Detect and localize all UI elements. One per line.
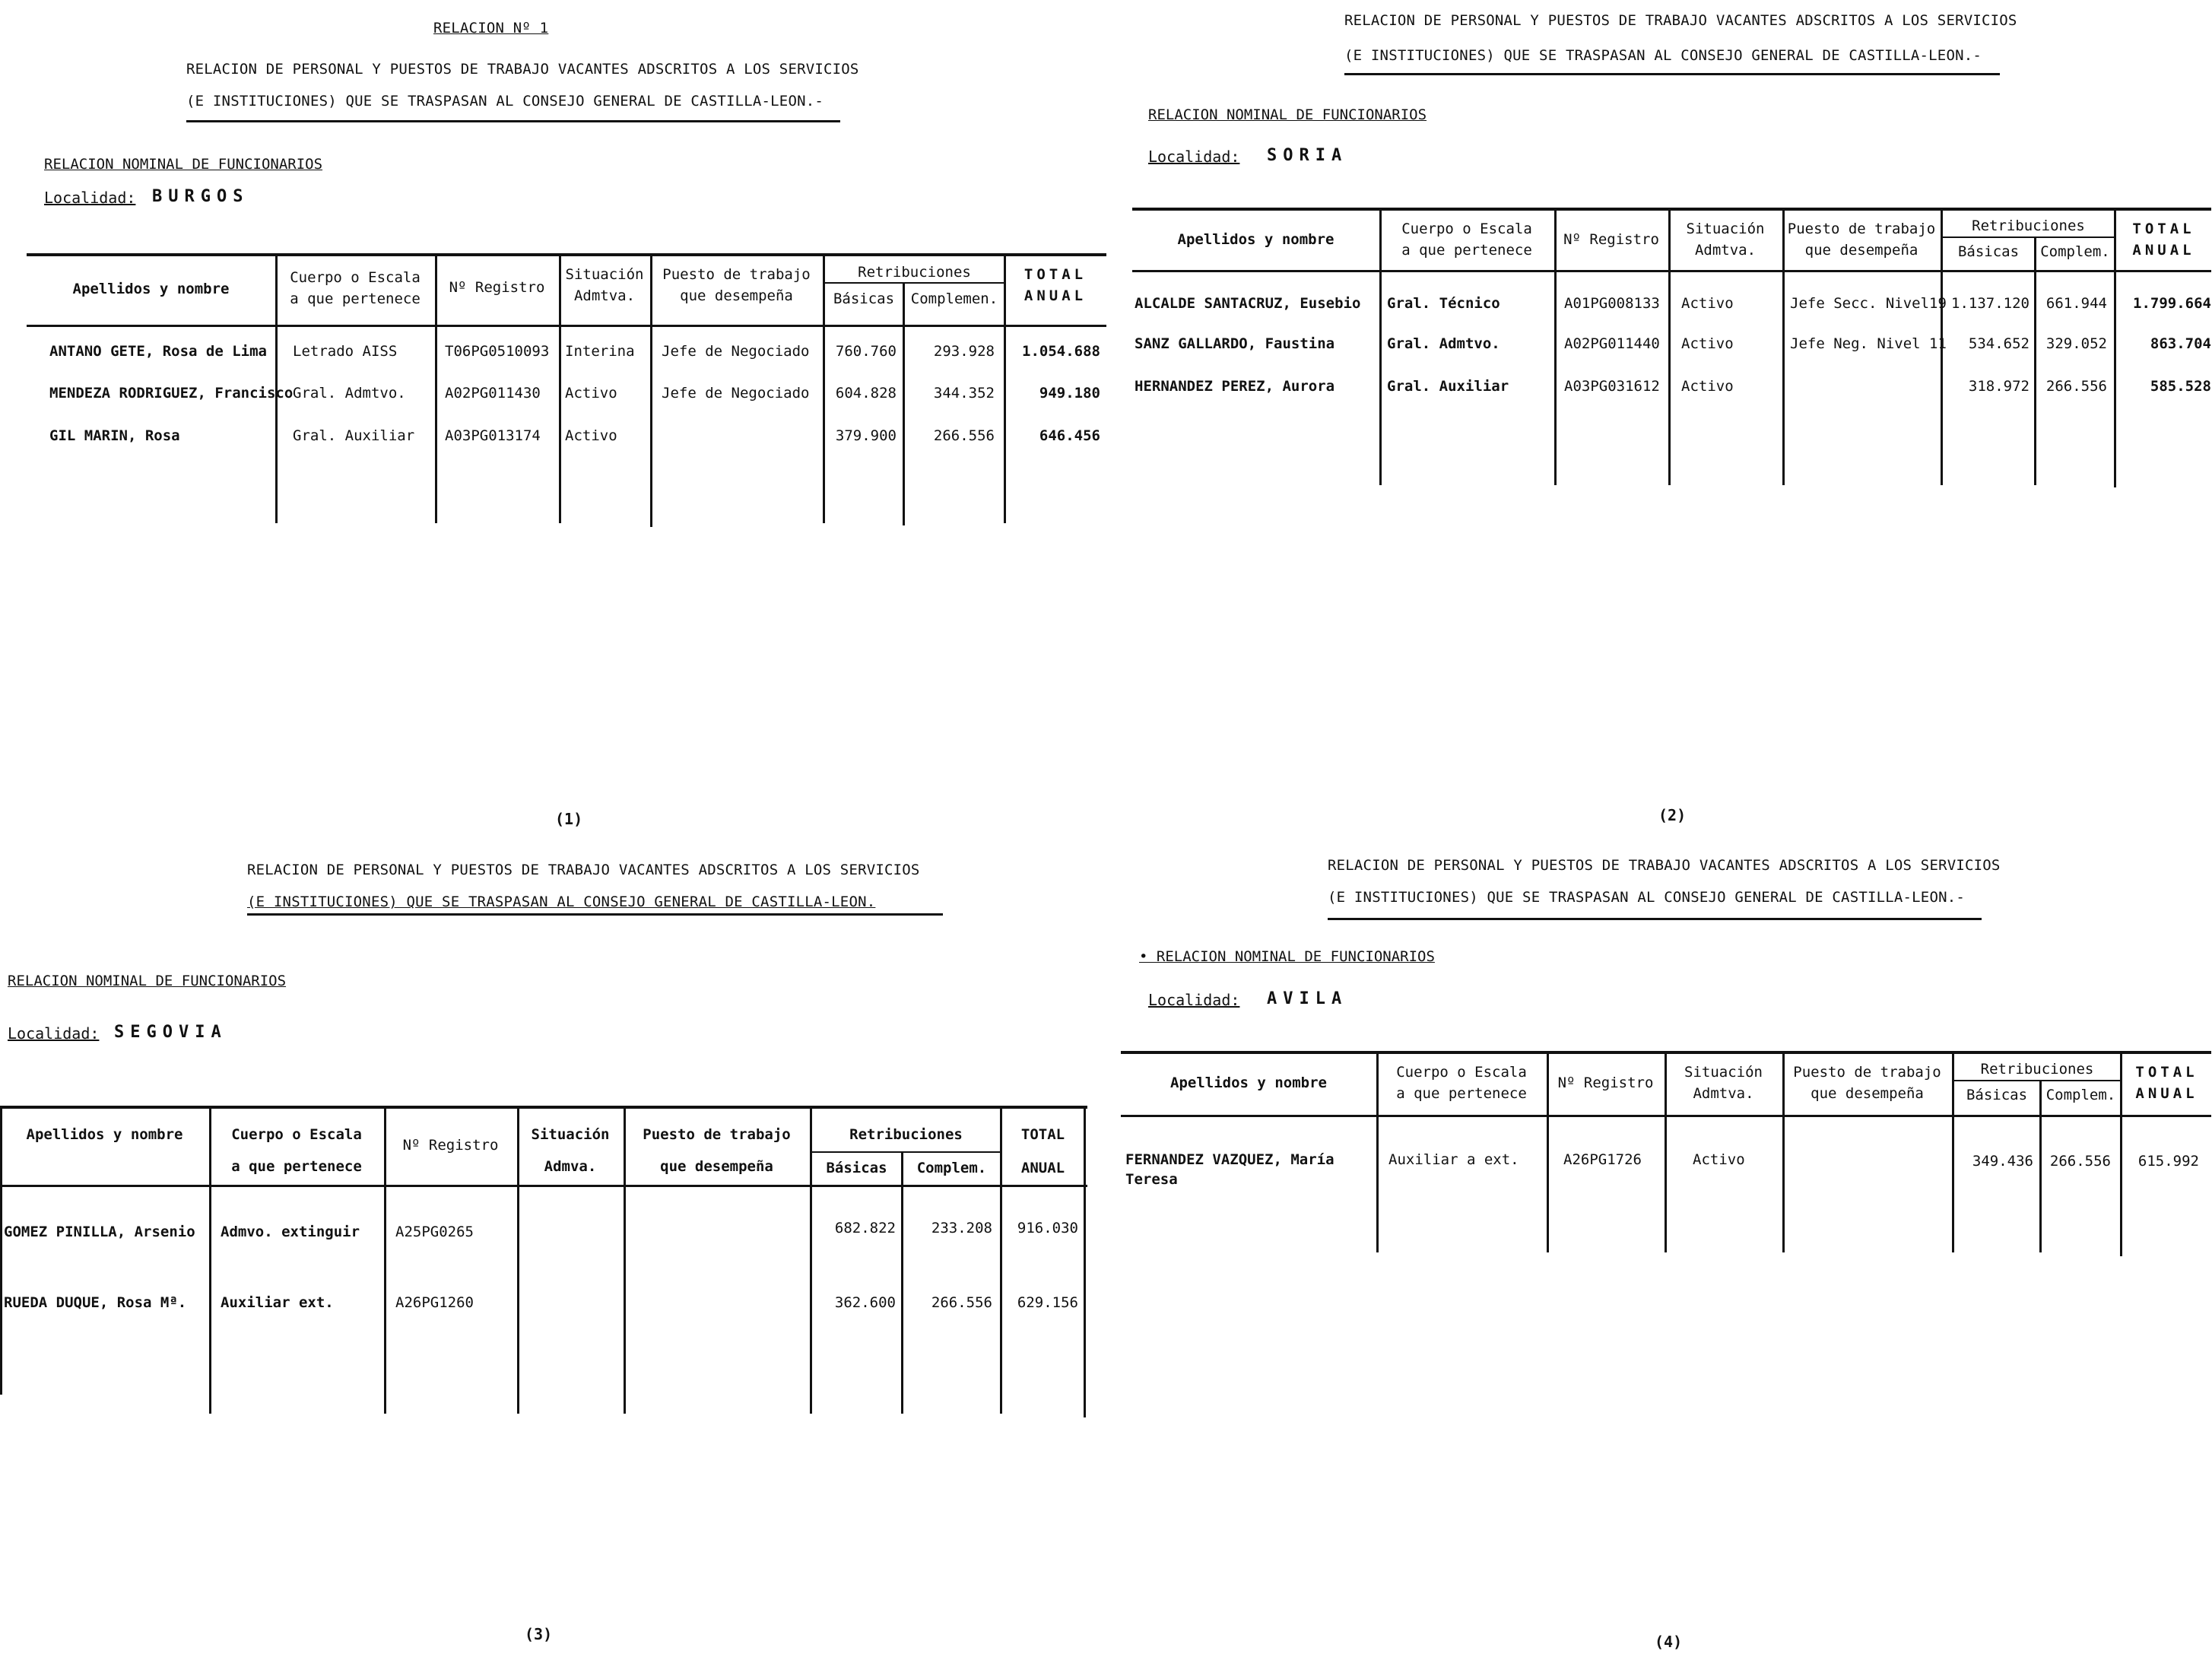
heading-rule	[1328, 918, 1982, 920]
header-total-1: TOTAL	[2132, 221, 2195, 237]
header-puesto-1: Puesto de trabajo	[662, 266, 811, 283]
cell-registro: A03PG013174	[445, 427, 541, 444]
cell-registro: A02PG011440	[1564, 335, 1660, 352]
funcionarios-table	[1132, 208, 2211, 489]
cell-registro: T06PG0510093	[445, 343, 550, 360]
cell-registro: A26PG1726	[1563, 1151, 1642, 1168]
cell-total: 1.799.664	[2133, 295, 2211, 312]
cell-complem: 233.208	[931, 1220, 992, 1236]
document-page-avila	[1106, 828, 2211, 1656]
relacion-nominal-label: • RELACION NOMINAL DE FUNCIONARIOS	[1139, 948, 1435, 965]
cell-situacion: Activo	[565, 385, 617, 402]
relacion-nominal-label: RELACION NOMINAL DE FUNCIONARIOS	[8, 973, 287, 989]
header-retribuciones: Retribuciones	[1980, 1061, 2094, 1078]
header-nombre: Apellidos y nombre	[72, 281, 230, 297]
document-page-soria	[1106, 0, 2211, 828]
header-total-2: ANUAL	[2132, 242, 2195, 259]
page-caption: (2)	[1658, 806, 1687, 824]
cell-basicas: 760.760	[835, 343, 897, 360]
relacion-nominal-label: RELACION NOMINAL DE FUNCIONARIOS	[1148, 106, 1427, 123]
funcionarios-table	[1121, 1051, 2211, 1256]
cell-cuerpo: Gral. Admtvo.	[293, 385, 406, 402]
cell-complem: 266.556	[931, 1294, 992, 1311]
cell-total: 1.054.688	[1022, 343, 1100, 360]
cell-cuerpo: Admvo. extinguir	[221, 1224, 360, 1240]
cell-nombre: GOMEZ PINILLA, Arsenio	[4, 1224, 195, 1240]
cell-cuerpo: Gral. Auxiliar	[1387, 378, 1509, 395]
localidad-label: Localidad:	[1148, 148, 1240, 166]
header-cuerpo-2: a que pertenece	[290, 290, 421, 307]
cell-nombre: FERNANDEZ VAZQUEZ, María	[1125, 1151, 1334, 1168]
cell-situacion: Interina	[565, 343, 635, 360]
heading-rule	[186, 120, 840, 122]
cell-nombre: HERNANDEZ PEREZ, Aurora	[1135, 378, 1335, 395]
cell-nombre: GIL MARIN, Rosa	[49, 427, 180, 444]
header-situacion-1: Situación	[531, 1126, 610, 1143]
cell-total: 629.156	[1017, 1294, 1078, 1311]
header-total-2: ANUAL	[1023, 287, 1087, 304]
header-puesto-2: que desempeña	[1804, 242, 1918, 259]
cell-complem: 344.352	[933, 385, 995, 402]
localidad-name: AVILA	[1267, 989, 1348, 1008]
localidad-label: Localidad:	[1148, 991, 1240, 1009]
header-total-2: ANUAL	[1020, 1160, 1065, 1176]
heading-line-1: RELACION DE PERSONAL Y PUESTOS DE TRABAJO VACANTES ADSCRITOS A LOS SERVICIOS	[1328, 857, 2001, 874]
heading-line-2: (E INSTITUCIONES) QUE SE TRASPASAN AL CONSEJO GENERAL DE CASTILLA-LEON.	[247, 894, 876, 910]
header-puesto-2: que desempeña	[680, 287, 793, 304]
cell-cuerpo: Auxiliar ext.	[221, 1294, 334, 1311]
header-complem: Complem.	[916, 1160, 987, 1176]
header-basicas: Básicas	[833, 290, 895, 307]
header-situacion-1: Situación	[565, 266, 644, 283]
cell-situacion: Activo	[1681, 295, 1734, 312]
cell-puesto: Jefe Neg. Nivel 11	[1790, 335, 1947, 352]
header-registro: Nº Registro	[402, 1137, 499, 1154]
cell-situacion: Activo	[1681, 335, 1734, 352]
cell-nombre: ALCALDE SANTACRUZ, Eusebio	[1135, 295, 1361, 312]
localidad-name: BURGOS	[152, 187, 249, 206]
heading-line-2: (E INSTITUCIONES) QUE SE TRASPASAN AL CONSEJO GENERAL DE CASTILLA-LEON.-	[186, 93, 824, 110]
heading-line-2: (E INSTITUCIONES) QUE SE TRASPASAN AL CONSEJO GENERAL DE CASTILLA-LEON.-	[1344, 47, 1982, 64]
header-registro: Nº Registro	[1563, 231, 1659, 248]
header-situacion-2: Admva.	[544, 1158, 597, 1175]
header-situacion-2: Admtva.	[1693, 1085, 1754, 1102]
cell-cuerpo: Gral. Técnico	[1387, 295, 1500, 312]
header-cuerpo-1: Cuerpo o Escala	[1396, 1064, 1527, 1081]
cell-basicas: 349.436	[1972, 1153, 2033, 1170]
heading-rule	[1344, 73, 2000, 75]
header-total-1: TOTAL	[1023, 266, 1087, 283]
cell-complem: 266.556	[933, 427, 995, 444]
cell-registro: A25PG0265	[395, 1224, 474, 1240]
cell-nombre: SANZ GALLARDO, Faustina	[1135, 335, 1335, 352]
header-registro: Nº Registro	[1557, 1075, 1654, 1091]
cell-complem: 266.556	[2049, 1153, 2111, 1170]
heading-line-1: RELACION DE PERSONAL Y PUESTOS DE TRABAJO VACANTES ADSCRITOS A LOS SERVICIOS	[186, 61, 859, 78]
document-page-burgos	[0, 0, 1106, 828]
cell-registro: A26PG1260	[395, 1294, 474, 1311]
header-retribuciones: Retribuciones	[1972, 217, 2085, 234]
header-total-1: TOTAL	[1020, 1126, 1065, 1143]
header-situacion-2: Admtva.	[1694, 242, 1757, 259]
cell-complem: 661.944	[2045, 295, 2107, 312]
header-cuerpo-1: Cuerpo o Escala	[231, 1126, 362, 1143]
relacion-number: RELACION Nº 1	[433, 20, 549, 37]
cell-situacion: Activo	[565, 427, 617, 444]
cell-total: 916.030	[1017, 1220, 1078, 1236]
cell-total: 615.992	[2137, 1153, 2199, 1170]
cell-puesto: Jefe de Negociado	[662, 343, 810, 360]
cell-basicas: 682.822	[834, 1220, 896, 1236]
header-cuerpo-2: a que pertenece	[1396, 1085, 1527, 1102]
header-complem: Complemen.	[910, 290, 998, 307]
header-situacion-2: Admtva.	[573, 287, 636, 304]
localidad-name: SEGOVIA	[114, 1023, 227, 1042]
cell-total: 646.456	[1039, 427, 1100, 444]
cell-basicas: 362.600	[834, 1294, 896, 1311]
relacion-nominal-label: RELACION NOMINAL DE FUNCIONARIOS	[44, 156, 323, 173]
cell-basicas: 604.828	[835, 385, 897, 402]
heading-line-2: (E INSTITUCIONES) QUE SE TRASPASAN AL CONSEJO GENERAL DE CASTILLA-LEON.-	[1328, 889, 1966, 906]
cell-basicas: 534.652	[1968, 335, 2030, 352]
header-complem: Complem.	[2045, 1087, 2116, 1103]
cell-basicas: 318.972	[1968, 378, 2030, 395]
cell-total: 949.180	[1039, 385, 1100, 402]
funcionarios-table	[27, 253, 1106, 527]
cell-nombre-cont: Teresa	[1125, 1171, 1178, 1188]
cell-basicas: 379.900	[835, 427, 897, 444]
funcionarios-table	[0, 1106, 1087, 1421]
header-total-2: ANUAL	[2135, 1085, 2198, 1102]
header-complem: Complem.	[2040, 243, 2110, 260]
header-retribuciones: Retribuciones	[858, 264, 971, 281]
cell-registro: A01PG008133	[1564, 295, 1660, 312]
header-cuerpo-2: a que pertenece	[231, 1158, 362, 1175]
page-caption: (1)	[555, 810, 583, 828]
heading-rule	[247, 913, 943, 916]
heading-line-1: RELACION DE PERSONAL Y PUESTOS DE TRABAJO VACANTES ADSCRITOS A LOS SERVICIOS	[1344, 12, 2017, 29]
header-basicas: Básicas	[1966, 1087, 2028, 1103]
header-cuerpo-1: Cuerpo o Escala	[1401, 221, 1532, 237]
localidad-label: Localidad:	[8, 1024, 100, 1043]
cell-situacion: Activo	[1693, 1151, 1745, 1168]
cell-situacion: Activo	[1681, 378, 1734, 395]
header-nombre: Apellidos y nombre	[26, 1126, 183, 1143]
cell-nombre: RUEDA DUQUE, Rosa Mª.	[4, 1294, 187, 1311]
heading-line-1: RELACION DE PERSONAL Y PUESTOS DE TRABAJO VACANTES ADSCRITOS A LOS SERVICIOS	[247, 862, 920, 878]
cell-total: 585.528	[2150, 378, 2211, 395]
localidad-name: SORIA	[1267, 146, 1348, 165]
cell-cuerpo: Auxiliar a ext.	[1388, 1151, 1519, 1168]
header-situacion-1: Situación	[1684, 1064, 1763, 1081]
cell-complem: 293.928	[933, 343, 995, 360]
header-basicas: Básicas	[1957, 243, 2020, 260]
page-caption: (4)	[1655, 1633, 1683, 1651]
cell-nombre: MENDEZA RODRIGUEZ, Francisco	[49, 385, 294, 402]
header-puesto-1: Puesto de trabajo	[1787, 221, 1936, 237]
localidad-label: Localidad:	[44, 189, 136, 207]
cell-registro: A02PG011430	[445, 385, 541, 402]
header-puesto-2: que desempeña	[1811, 1085, 1924, 1102]
cell-basicas: 1.137.120	[1951, 295, 2030, 312]
cell-registro: A03PG031612	[1564, 378, 1660, 395]
header-cuerpo-2: a que pertenece	[1401, 242, 1532, 259]
header-situacion-1: Situación	[1686, 221, 1765, 237]
cell-puesto: Jefe de Negociado	[662, 385, 810, 402]
header-retribuciones: Retribuciones	[849, 1126, 963, 1143]
cell-total: 863.704	[2150, 335, 2211, 352]
header-basicas: Básicas	[826, 1160, 887, 1176]
header-cuerpo-1: Cuerpo o Escala	[290, 269, 421, 286]
header-registro: Nº Registro	[449, 279, 545, 296]
header-puesto-1: Puesto de trabajo	[1793, 1064, 1941, 1081]
page-caption: (3)	[525, 1625, 553, 1643]
header-puesto-1: Puesto de trabajo	[643, 1126, 791, 1143]
header-nombre: Apellidos y nombre	[1170, 1075, 1327, 1091]
header-nombre: Apellidos y nombre	[1177, 231, 1334, 248]
document-page-segovia	[0, 828, 1106, 1656]
cell-cuerpo: Gral. Auxiliar	[293, 427, 415, 444]
cell-cuerpo: Gral. Admtvo.	[1387, 335, 1500, 352]
header-puesto-2: que desempeña	[660, 1158, 773, 1175]
header-total-1: TOTAL	[2135, 1064, 2198, 1081]
cell-puesto: Jefe Secc. Nivel19	[1790, 295, 1947, 312]
cell-nombre: ANTANO GETE, Rosa de Lima	[49, 343, 267, 360]
cell-cuerpo: Letrado AISS	[293, 343, 398, 360]
cell-complem: 266.556	[2045, 378, 2107, 395]
cell-complem: 329.052	[2045, 335, 2107, 352]
